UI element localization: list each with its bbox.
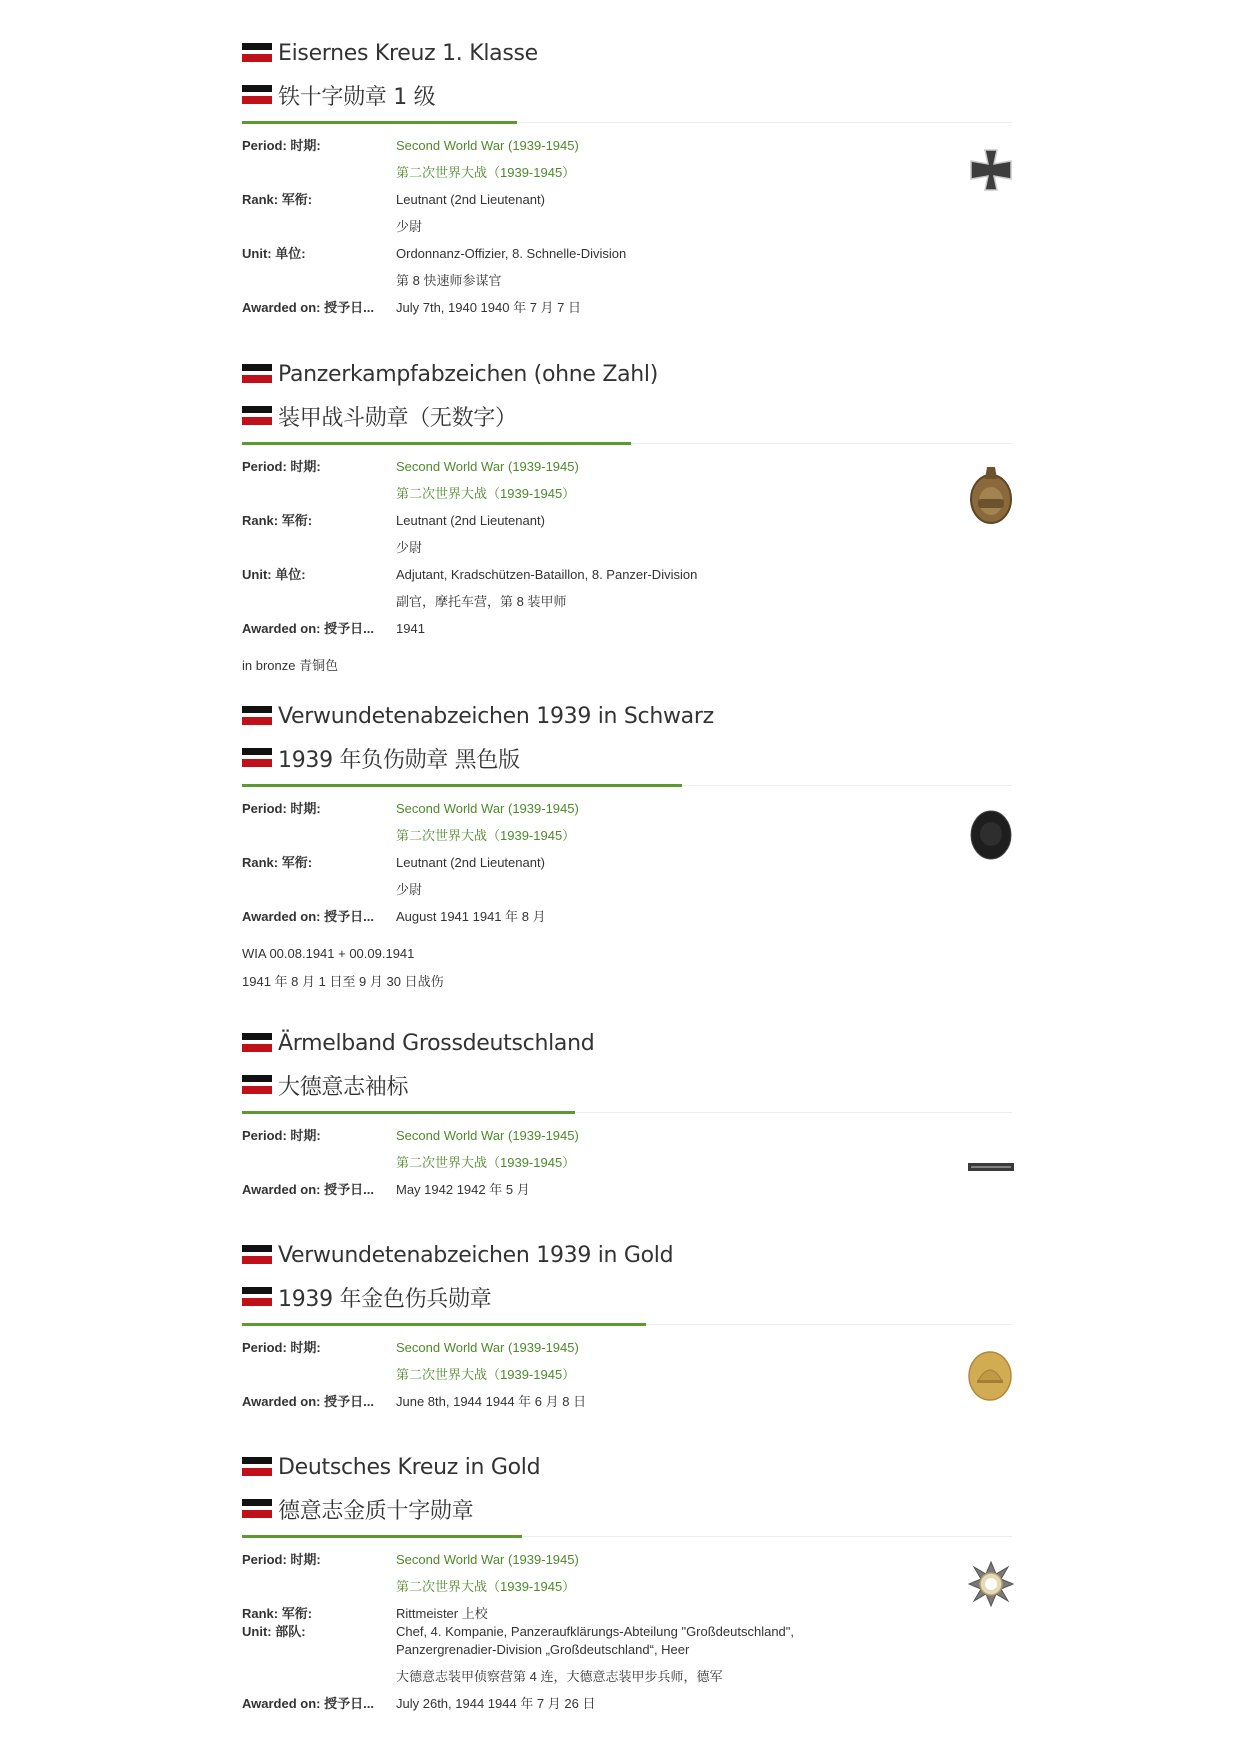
iron-cross-icon (968, 147, 1014, 198)
period-row: Period: 时期: Second World War (1939-1945) 第二次世界大战（1939-1945） (242, 138, 579, 180)
section-divider (242, 443, 1012, 444)
award-title-de: Deutsches Kreuz in Gold (242, 1446, 1012, 1488)
cuff-title-icon (968, 1159, 1014, 1177)
award-title-zh: 德意志金质十字勋章 (242, 1488, 1012, 1530)
panzer-badge-icon (968, 463, 1014, 530)
award-title-zh: 铁十字勋章 1 级 (242, 74, 1012, 116)
imperial-flag-icon (242, 406, 272, 426)
unit-row: Unit: 单位: Ordonnanz-Offizier, 8. Schnelle-Division 第 8 快速师参谋官 (242, 246, 627, 288)
imperial-flag-icon (242, 1287, 272, 1307)
imperial-flag-icon (242, 1033, 272, 1053)
period-row: Period: 时期: Second World War (1939-1945) 第二次世界大战（1939-1945） (242, 1552, 579, 1594)
awarded-row: Awarded on: 授予日... July 26th, 1944 1944 年 7 月 26 日 (242, 1696, 596, 1711)
rank-row: Rank: 军衔: Rittmeister 上校 (242, 1606, 488, 1621)
award-title-de: Verwundetenabzeichen 1939 in Schwarz (242, 695, 1012, 737)
unit-row: Unit: 单位: Adjutant, Kradschützen-Bataillon, 8. Panzer-Division 副官，摩托车营，第 8 装甲师 (242, 567, 698, 609)
imperial-flag-icon (242, 43, 272, 63)
award-title-de: Eisernes Kreuz 1. Klasse (242, 32, 1012, 74)
awarded-row: Awarded on: 授予日... July 7th, 1940 1940 年 7 月 7 日 (242, 300, 581, 315)
award-title-zh: 1939 年金色伤兵勋章 (242, 1276, 1012, 1318)
award-title-de: Ärmelband Grossdeutschland (242, 1022, 1012, 1064)
award-title-zh: 大德意志袖标 (242, 1064, 1012, 1106)
rank-row: Rank: 军衔: Leutnant (2nd Lieutenant) 少尉 (242, 855, 545, 897)
wound-badge-black-icon (970, 810, 1012, 865)
award-title-zh: 装甲战斗勋章（无数字） (242, 395, 1012, 437)
awarded-row: Awarded on: 授予日... 1941 (242, 621, 425, 636)
section-divider (242, 785, 1012, 786)
award-aermelband-grossdeutschland (242, 1022, 1012, 1208)
awarded-row: Awarded on: 授予日... June 8th, 1944 1944 年 6 月 8 日 (242, 1394, 587, 1409)
period-row: Period: 时期: Second World War (1939-1945) 第二次世界大战（1939-1945） (242, 1340, 579, 1382)
imperial-flag-icon (242, 1245, 272, 1265)
award-note-zh: 1941 年 8 月 1 日至 9 月 30 日战伤 (242, 974, 444, 989)
award-title-de: Verwundetenabzeichen 1939 in Gold (242, 1234, 1012, 1276)
imperial-flag-icon (242, 706, 272, 726)
award-note: WIA 00.08.1941 + 00.09.1941 (242, 946, 415, 961)
award-title-de: Panzerkampfabzeichen (ohne Zahl) (242, 353, 1012, 395)
award-note: in bronze 青铜色 (242, 658, 339, 673)
award-verwundetenabzeichen-schwarz (242, 695, 1012, 991)
period-row: Period: 时期: Second World War (1939-1945) 第二次世界大战（1939-1945） (242, 459, 579, 501)
award-panzerkampfabzeichen (242, 353, 1012, 675)
awarded-row: Awarded on: 授予日... August 1941 1941 年 8 月 (242, 909, 546, 924)
imperial-flag-icon (242, 1457, 272, 1477)
rank-row: Rank: 军衔: Leutnant (2nd Lieutenant) 少尉 (242, 513, 545, 555)
awarded-row: Awarded on: 授予日... May 1942 1942 年 5 月 (242, 1182, 530, 1197)
imperial-flag-icon (242, 1075, 272, 1095)
section-divider (242, 1324, 1012, 1325)
award-eisernes-kreuz (242, 32, 1012, 326)
unit-row: Unit: 部队: Chef, 4. Kompanie, Panzeraufklärungs-Abteilung "Großdeutschland", Panzergrenadier-Division „Großdeutschland“, Heer 大德意志装甲侦察营第 4 连，大德意志装甲步兵师，德军 (242, 1624, 795, 1684)
imperial-flag-icon (242, 748, 272, 768)
section-divider (242, 1112, 1012, 1113)
german-cross-icon (968, 1561, 1014, 1612)
award-verwundetenabzeichen-gold (242, 1234, 1012, 1420)
imperial-flag-icon (242, 364, 272, 384)
wound-badge-gold-icon (968, 1351, 1012, 1406)
period-row: Period: 时期: Second World War (1939-1945) 第二次世界大战（1939-1945） (242, 801, 579, 843)
rank-row: Rank: 军衔: Leutnant (2nd Lieutenant) 少尉 (242, 192, 545, 234)
section-divider (242, 1536, 1012, 1537)
period-row: Period: 时期: Second World War (1939-1945) 第二次世界大战（1939-1945） (242, 1128, 579, 1170)
award-title-zh: 1939 年负伤勋章 黑色版 (242, 737, 1012, 779)
imperial-flag-icon (242, 1499, 272, 1519)
section-divider (242, 122, 1012, 123)
imperial-flag-icon (242, 85, 272, 105)
award-deutsches-kreuz-gold (242, 1446, 1012, 1722)
